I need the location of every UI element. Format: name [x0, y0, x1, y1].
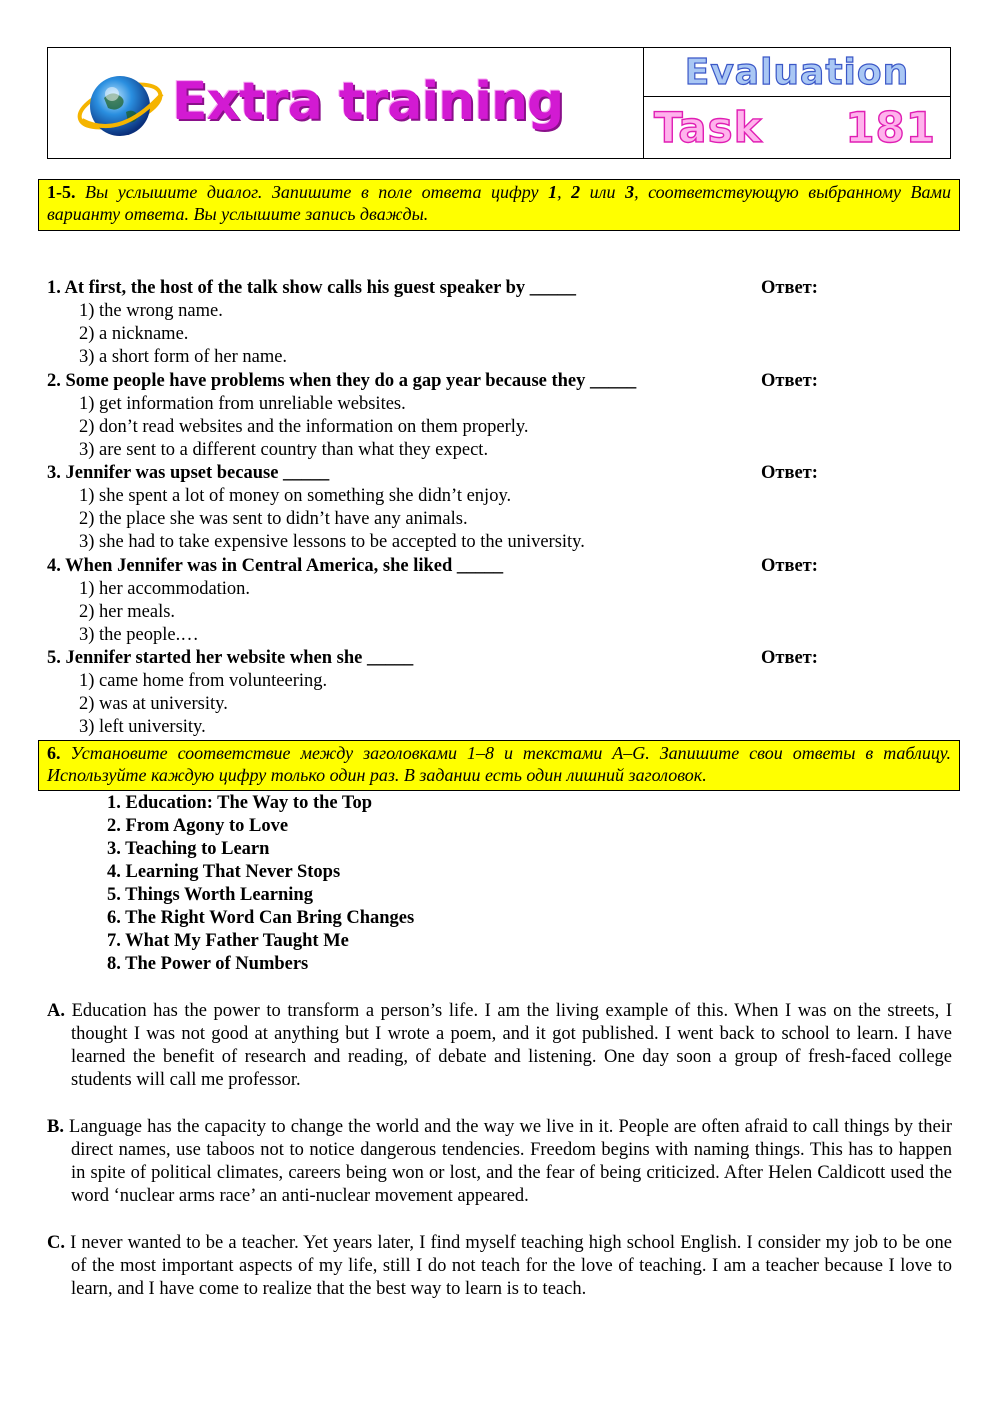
text-body: Education has the power to transform a person’s life. I am the living example of this. When I was on the streets, I thought I was not good at anything but I wrote a poem, and it got published. I went back to school to learn. I have learned the benefit of research and reading, of debate and listening. One day soon a group of fresh-faced college students will call me professor. [65, 1001, 952, 1090]
answer-label: Ответ: [761, 370, 818, 391]
question-stem: 4. When Jennifer was in Central America, she liked _____ Ответ: [47, 555, 818, 576]
question-stem: 2. Some people have problems when they do a gap year because they _____ Ответ: [47, 370, 818, 391]
text-letter: B. [47, 1117, 64, 1137]
question-1 [47, 277, 952, 369]
heading-item: 4. Learning That Never Stops [107, 862, 341, 882]
option: 2) her meals. [79, 601, 176, 622]
question-stem: 3. Jennifer was upset because _____ Ответ: [47, 463, 818, 483]
text-a [47, 1000, 952, 1092]
answer-label: Ответ: [761, 555, 818, 576]
option: 2) was at university. [79, 694, 228, 714]
option: 1) her accommodation. [79, 578, 251, 599]
text-letter: A. [47, 1001, 65, 1021]
heading-item: 7. What My Father Taught Me [107, 931, 349, 951]
option: 3) the people.… [79, 624, 199, 645]
answer-label: Ответ: [761, 278, 818, 298]
worksheet-title: Extra training [172, 72, 564, 132]
option: 3) are sent to a different country than what they expect. [79, 439, 489, 460]
instruction-number: 1-5. [47, 182, 76, 202]
task-label: Task [654, 103, 763, 152]
answer-label: Ответ: [761, 463, 818, 483]
heading-item: 8. The Power of Numbers [107, 954, 309, 974]
instruction-6 [38, 740, 960, 791]
answer-label: Ответ: [761, 648, 818, 668]
header-info-cell [644, 48, 950, 158]
text-body: I never wanted to be a teacher. Yet years later, I find myself teaching high school English. I consider my job to be one of the most important aspects of my life, still I do not teach for the love of teaching. I am a teacher because I love to learn, and I have come to realize that the best way to learn is to teach. [65, 1233, 952, 1299]
instruction-text: Вы услышите диалог. Запишите в поле ответа цифру 1, 2 или 3, соответствующую выбранному Вами варианту ответа. Вы услышите запись дважды. [47, 182, 951, 224]
header-title-cell [48, 48, 644, 158]
text-letter: C. [47, 1233, 65, 1253]
instruction-text: Установите соответствие между заголовками 1–8 и текстами A–G. Запишите свои ответы в таблицу. Используйте каждую цифру только один раз. В задании есть один лишний заголовок. [47, 743, 951, 785]
instruction-number: 6. [47, 743, 61, 763]
option: 1) she spent a lot of money on something she didn’t enjoy. [79, 486, 512, 506]
option: 1) came home from volunteering. [79, 671, 328, 691]
globe-icon [76, 68, 164, 142]
option: 2) don’t read websites and the information on them properly. [79, 416, 529, 437]
worksheet-header [47, 47, 951, 159]
question-stem: 1. At first, the host of the talk show calls his guest speaker by _____ Ответ: [47, 278, 818, 298]
text-c [47, 1232, 952, 1301]
task-number: 181 [845, 103, 936, 152]
evaluation-label: Evaluation [684, 51, 910, 93]
heading-item: 3. Teaching to Learn [107, 839, 270, 859]
question-stem: 5. Jennifer started her website when she _____ Ответ: [47, 648, 818, 668]
option: 2) a nickname. [79, 324, 189, 344]
question-2 [47, 370, 952, 462]
option: 3) a short form of her name. [79, 347, 288, 367]
heading-item: 1. Education: The Way to the Top [107, 793, 373, 813]
text-b [47, 1116, 952, 1208]
heading-item: 5. Things Worth Learning [107, 885, 313, 905]
evaluation-cell [644, 48, 950, 97]
heading-item: 2. From Agony to Love [107, 816, 289, 836]
task-cell [644, 97, 950, 158]
question-4 [47, 555, 952, 647]
option: 3) she had to take expensive lessons to be accepted to the university. [79, 532, 585, 552]
option: 2) the place she was sent to didn’t have any animals. [79, 509, 468, 529]
headings-list [107, 792, 414, 976]
option: 1) the wrong name. [79, 301, 223, 321]
question-5 [47, 647, 952, 739]
text-body: Language has the capacity to change the world and the way we live in it. People are often afraid to call things by their direct names, use taboos not to notice dangerous tendencies. Freedom begins with naming things. This has to happen in spite of political climates, careers being won or lost, and the fear of being criticized. After Helen Caldicott used the word ‘nuclear arms race’ an anti-nuclear movement appeared. [63, 1117, 952, 1206]
question-3 [47, 462, 952, 554]
option: 3) left university. [79, 717, 206, 737]
instruction-1-5 [38, 179, 960, 231]
heading-item: 6. The Right Word Can Bring Changes [107, 908, 415, 928]
option: 1) get information from unreliable websites. [79, 393, 406, 414]
